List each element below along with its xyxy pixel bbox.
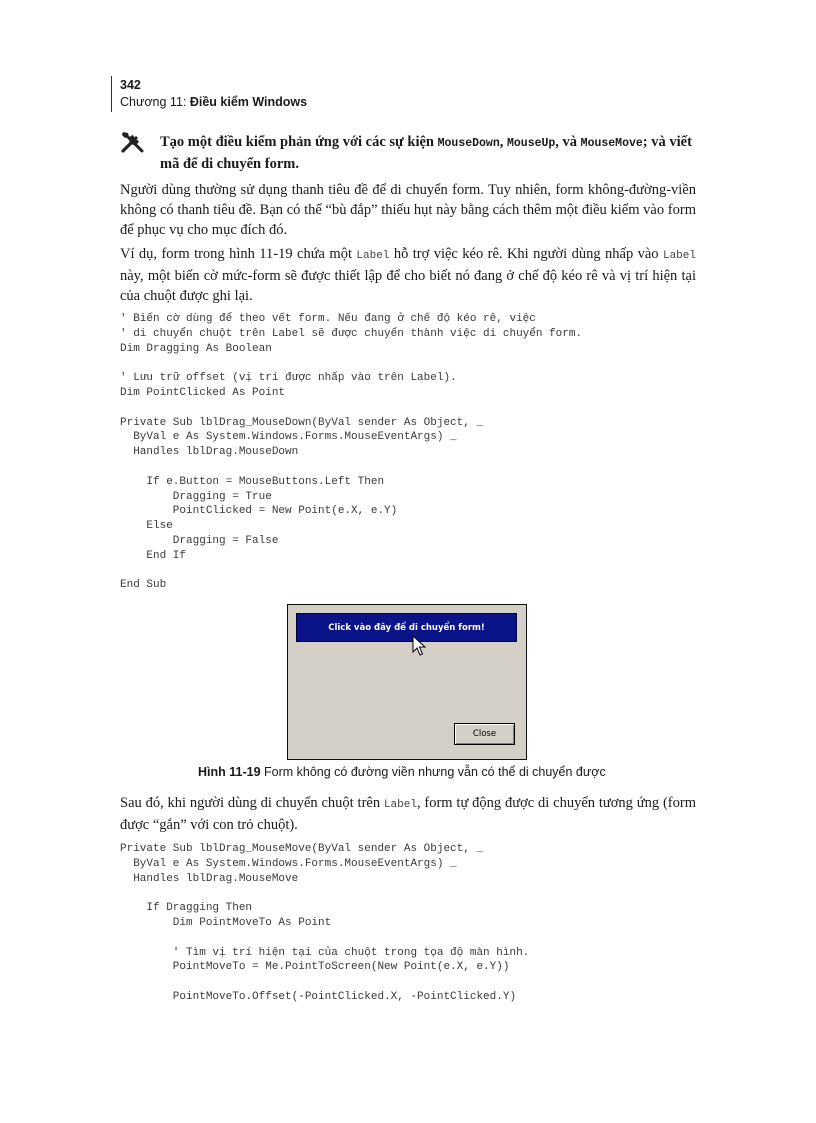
task-heading: Tạo một điều kiểm phản ứng với các sự kiện MouseDown, MouseUp, và MouseMove; và viết mã để di chuyển form. <box>160 134 692 172</box>
caption-text: Form không có đường viền nhưng vẫn có thể di chuyển được <box>260 765 606 779</box>
header-rule <box>111 76 112 112</box>
paragraph-intro: Người dùng thường sử dụng thanh tiêu đề để di chuyển form. Tuy nhiên, form không-đường-viền không có thanh tiêu đề. Bạn có thể “bù đắp” thiếu hụt này bằng cách thêm một điều kiểm vào form để phục vụ cho mục đích đó. <box>120 182 696 238</box>
figure-caption <box>198 765 606 779</box>
mouse-cursor-icon <box>412 635 428 657</box>
tools-icon <box>120 131 146 153</box>
close-button[interactable]: Close <box>454 723 515 745</box>
page-number: 342 <box>120 78 141 92</box>
event-mousemove: MouseMove <box>580 137 643 150</box>
code-block-mousedown: ' Biến cờ dùng để theo vết form. Nếu đang ở chế độ kéo rê, việc ' di chuyển chuột trên Label sẽ được chuyển thành việc di chuyển form. Dim Dragging As Boolean ' Lưu trữ offset (vị trí được nhấp vào trên Label). Dim PointClicked As Point Private Sub lblDrag_MouseDown(ByVal sender As Object, _ ByVal e As System.Windows.Forms.MouseEventArgs) _ Handles lblDrag.MouseDown If e.Button = MouseButtons.Left Then Dragging = True PointClicked = New Point(e.X, e.Y) Else Dragging = False End If End Sub <box>120 313 583 592</box>
caption-number: Hình 11-19 <box>198 765 261 779</box>
inline-code-label: Label <box>662 250 696 262</box>
figure-dialog <box>287 604 527 760</box>
drag-label[interactable]: Click vào đây để di chuyển form! <box>296 613 517 642</box>
paragraph-example: Ví dụ, form trong hình 11-19 chứa một Label hỗ trợ việc kéo rê. Khi người dùng nhấp vào Label này, một biến cờ mức-form sẽ được thiết lập để cho biết nó đang ở chế độ kéo rê và vị trí hiện tại của chuột được ghi lại. <box>120 246 696 304</box>
event-mousedown: MouseDown <box>437 137 500 150</box>
chapter-heading <box>120 95 307 109</box>
inline-code-label: Label <box>383 799 417 811</box>
chapter-title: Điều kiểm Windows <box>189 95 308 109</box>
paragraph-then: Sau đó, khi người dùng di chuyển chuột trên Label, form tự động được di chuyển tương ứng (form được “gắn” với con trỏ chuột). <box>120 795 696 833</box>
chapter-prefix: Chương 11: <box>120 95 190 109</box>
inline-code-label: Label <box>356 250 390 262</box>
code-block-mousemove: Private Sub lblDrag_MouseMove(ByVal sender As Object, _ ByVal e As System.Windows.Forms.MouseEventArgs) _ Handles lblDrag.MouseMove If Dragging Then Dim PointMoveTo As Point ' Tìm vị trí hiện tại của chuột trong tọa độ màn hình. PointMoveTo = Me.PointToScreen(New Point(e.X, e.Y)) PointMoveTo.Offset(-PointClicked.X, -PointClicked.Y) <box>120 843 530 1003</box>
event-mouseup: MouseUp <box>506 137 556 150</box>
